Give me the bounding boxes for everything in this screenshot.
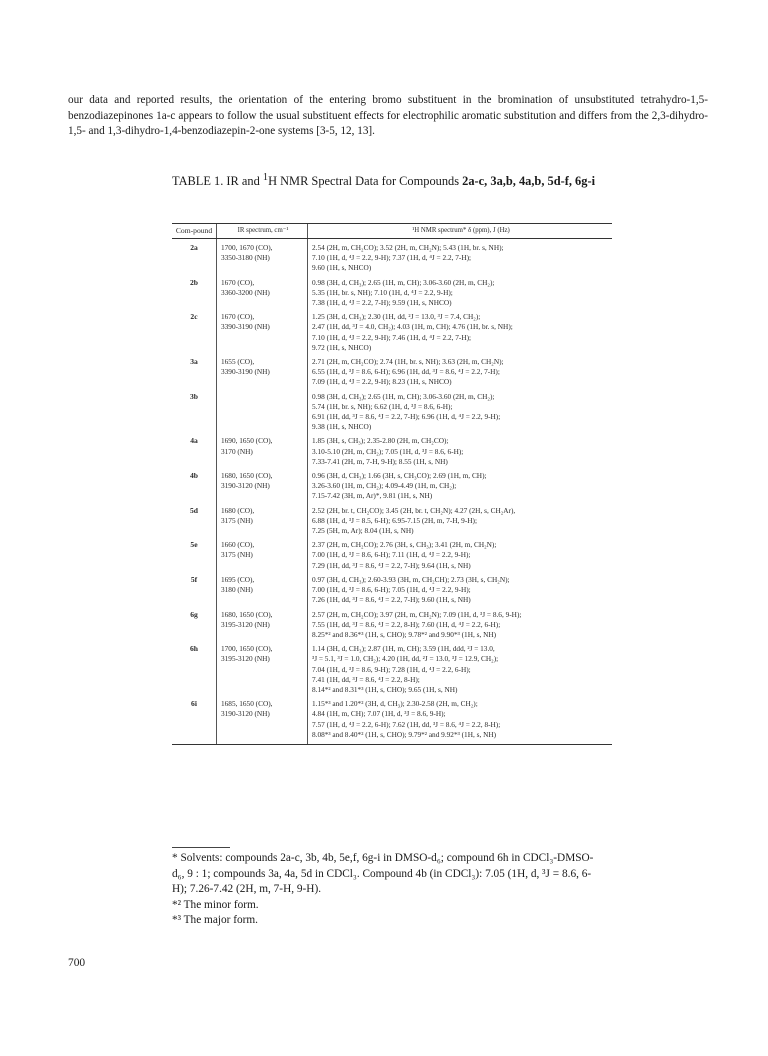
table-row (172, 610, 612, 645)
nmr-cell (308, 540, 613, 575)
ir-line: 3350-3180 (NH) (221, 253, 270, 263)
ir-cell (217, 540, 308, 575)
nmr-cell (308, 471, 613, 506)
nmr-line: 7.04 (1H, d, ³J = 8.6, 9-H); 7.28 (1H, d, ⁴J = 2.2, 6-H); (312, 664, 471, 674)
nmr-line: 0.98 (3H, d, CH₃); 2.65 (1H, m, CH); 3.06-3.60 (2H, m, CH₂); (312, 391, 495, 401)
ir-line: 3175 (NH) (221, 550, 253, 560)
caption-superscript: 1 (262, 172, 269, 183)
nmr-line: 7.29 (1H, dd, ³J = 8.6, ⁴J = 2.2, 7-H); 9.64 (1H, s, NH) (312, 560, 471, 570)
nmr-line: 2.47 (1H, dd, ³J = 4.0, CH₂); 4.03 (1H, m, CH); 4.76 (1H, br. s, NH); (312, 322, 513, 332)
compound-cell: 4b (189, 471, 199, 481)
nmr-line: 1.85 (3H, s, CH₃); 2.35-2.80 (2H, m, CH₂CO); (312, 436, 449, 446)
ir-cell (217, 278, 308, 313)
nmr-line: ³J = 5.1, ³J = 1.0, CH₂); 4.20 (1H, dd, ²J = 13.0, ³J = 12.9, CH₂); (312, 654, 499, 664)
table-row (172, 644, 612, 699)
ir-line: 3180 (NH) (221, 585, 253, 595)
nmr-line: 7.00 (1H, d, ³J = 8.6, 6-H); 7.05 (1H, d, ⁴J = 2.2, 9-H); (312, 585, 471, 595)
ir-line: 3190-3120 (NH) (221, 709, 270, 719)
nmr-line: 7.33-7.41 (2H, m, 7-H, 9-H); 8.55 (1H, s, NH) (312, 456, 448, 466)
nmr-line: 7.10 (1H, d, ⁴J = 2.2, 9-H); 7.46 (1H, d, ⁴J = 2.2, 7-H); (312, 332, 472, 342)
nmr-cell (308, 436, 613, 471)
nmr-cell (308, 506, 613, 541)
ir-line: 3195-3120 (NH) (221, 619, 270, 629)
nmr-line: 0.98 (3H, d, CH₃); 2.65 (1H, m, CH); 3.06-3.60 (2H, m, CH₂); (312, 277, 495, 287)
nmr-line: 2.71 (2H, m, CH₂CO); 2.74 (1H, br. s, NH); 3.63 (2H, m, CH₂N); (312, 357, 504, 367)
compound-cell: 2c (190, 312, 198, 322)
table-row (172, 699, 612, 744)
compound-cell: 3b (189, 391, 199, 401)
page-number: 700 (68, 957, 86, 969)
table-caption (172, 170, 612, 190)
nmr-line: 0.96 (3H, d, CH₃); 1.66 (3H, s, CH₃CO); 2.69 (1H, m, CH); (312, 471, 487, 481)
compound-cell: 5f (190, 574, 198, 584)
table-row (172, 392, 612, 437)
nmr-line: 2.37 (2H, m, CH₂CO); 2.76 (3H, s, CH₃); 3.41 (2H, m, CH₂N); (312, 540, 497, 550)
ir-line: 1695 (CO), (221, 574, 255, 584)
caption-text: H NMR Spectral Data for Compounds (268, 174, 463, 189)
ir-line: 3175 (NH) (221, 515, 253, 525)
ir-line: 3170 (NH) (221, 446, 253, 456)
nmr-line: 6.91 (1H, dd, ³J = 8.6, ⁴J = 2.2, 7-H); 6.96 (1H, d, ⁴J = 2.2, 9-H); (312, 412, 501, 422)
caption-label: TABLE 1. IR and (172, 174, 263, 189)
compound-cell: 2b (189, 277, 199, 287)
ir-line: 3390-3190 (NH) (221, 322, 270, 332)
nmr-line: 8.14*² and 8.31*³ (1H, s, CHO); 9.65 (1H, s, NH) (312, 684, 458, 694)
ir-line: 1680, 1650 (CO), (221, 609, 273, 619)
nmr-line: 4.84 (1H, m, CH); 7.07 (1H, d, ³J = 8.6, 9-H); (312, 709, 446, 719)
nmr-line: 9.72 (1H, s, NHCO) (312, 342, 372, 352)
ir-cell (217, 575, 308, 610)
nmr-line: 7.25 (5H, m, Ar); 8.04 (1H, s, NH) (312, 526, 414, 536)
header-nmr: ¹H NMR spectrum* δ (ppm), J (Hz) (308, 224, 613, 239)
ir-cell (217, 471, 308, 506)
ir-line: 3190-3120 (NH) (221, 481, 270, 491)
nmr-line: 2.54 (2H, m, CH₂CO); 3.52 (2H, m, CH₂N); 5.43 (1H, br. s, NH); (312, 243, 504, 252)
nmr-line: 7.09 (1H, d, ⁴J = 2.2, 9-H); 8.23 (1H, s, NHCO) (312, 377, 452, 387)
ir-cell (217, 392, 308, 437)
header-compound: Com-pound (172, 224, 217, 239)
nmr-line: 8.08*³ and 8.40*² (1H, s, CHO); 9.79*² and 9.92*³ (1H, s, NH) (312, 729, 497, 739)
nmr-line: 7.00 (1H, d, ³J = 8.6, 6-H); 7.11 (1H, d, ⁴J = 2.2, 9-H); (312, 550, 471, 560)
header-ir: IR spectrum, cm⁻¹ (217, 224, 308, 239)
nmr-line: 3.10-5.10 (2H, m, CH₂); 7.05 (1H, d, ³J = 8.6, 6-H); (312, 446, 464, 456)
nmr-cell (308, 644, 613, 699)
compound-cell: 4a (190, 436, 198, 446)
table-row (172, 540, 612, 575)
ir-cell (217, 506, 308, 541)
ir-line: 1700, 1650 (CO), (221, 644, 273, 654)
nmr-cell (308, 392, 613, 437)
nmr-cell (308, 278, 613, 313)
nmr-line: 2.57 (2H, m, CH₂CO); 3.97 (2H, m, CH₂N); 7.09 (1H, d, ³J = 8.6, 9-H); (312, 609, 522, 619)
compound-cell: 2a (190, 243, 198, 252)
ir-line: 1690, 1650 (CO), (221, 436, 273, 446)
nmr-cell (308, 699, 613, 744)
ir-cell (217, 610, 308, 645)
nmr-line: 7.15-7.42 (3H, m, Ar)*, 9.81 (1H, s, NH) (312, 491, 433, 501)
table-row (172, 506, 612, 541)
ir-cell (217, 239, 308, 278)
nmr-line: 0.97 (3H, d, CH₃); 2.60-3.93 (3H, m, CH₂CH); 2.73 (3H, s, CH₂N); (312, 574, 510, 584)
table-header-row (172, 224, 612, 239)
ir-line: 1680, 1650 (CO), (221, 471, 273, 481)
nmr-cell (308, 239, 613, 278)
ir-line: 1680 (CO), (221, 505, 255, 515)
caption-compounds: 2a-c, 3a,b, 4a,b, 5d-f, 6g-i (462, 174, 596, 189)
table-row (172, 575, 612, 610)
nmr-cell (308, 312, 613, 357)
table-body (172, 239, 612, 745)
nmr-line: 7.26 (1H, dd, ³J = 8.6, ⁴J = 2.2, 7-H); 9.60 (1H, s, NH) (312, 595, 471, 605)
nmr-line: 2.52 (2H, br. t, CH₂CO); 3.45 (2H, br. t, CH₂N); 4.27 (2H, s, CH₂Ar), (312, 505, 516, 515)
footnotes (172, 851, 602, 929)
ir-line: 1685, 1650 (CO), (221, 699, 273, 709)
nmr-line: 7.10 (1H, d, ⁴J = 2.2, 9-H); 7.37 (1H, d, ⁴J = 2.2, 7-H); (312, 253, 472, 263)
table-row (172, 239, 612, 278)
ir-cell (217, 699, 308, 744)
ir-cell (217, 312, 308, 357)
ir-cell (217, 436, 308, 471)
table-row (172, 357, 612, 392)
nmr-line: 5.74 (1H, br. s, NH); 6.62 (1H, d, ³J = 8.6, 6-H); (312, 401, 453, 411)
table-row (172, 471, 612, 506)
spectral-data-table (172, 223, 612, 745)
compound-cell: 3a (190, 357, 198, 367)
nmr-line: 8.25*² and 8.36*³ (1H, s, CHO); 9.78*² and 9.90*³ (1H, s, NH) (312, 629, 497, 639)
ir-line: 3390-3190 (NH) (221, 367, 270, 377)
footnote-major-form: *³ The major form. (172, 914, 259, 927)
ir-line: 3195-3120 (NH) (221, 654, 270, 664)
nmr-line: 7.55 (1H, dd, ³J = 8.6, ⁴J = 2.2, 8-H); 7.60 (1H, d, ⁴J = 2.2, 6-H); (312, 619, 501, 629)
compound-cell: 6i (172, 699, 217, 744)
nmr-line: 1.15*³ and 1.20*² (3H, d, CH₃); 2.30-2.58 (2H, m, CH₂); (312, 699, 478, 709)
intro-paragraph: our data and reported results, the orientation of the entering bromo substituent in the bromination of unsubstituted tetrahydro-1,5-benzodiazepinones 1a-c appears to follow the usual substituent effects for electrophilic aromatic substitution and differs from the 2,3-dihydro-1,5- and 1,3-dihydro-1,4-benzodiazepin-2-one systems [3-5, 12, 13]. (68, 94, 708, 138)
nmr-line: 9.38 (1H, s, NHCO) (312, 422, 372, 432)
nmr-line: 7.57 (1H, d, ⁴J = 2.2, 6-H); 7.62 (1H, dd, ³J = 8.6, ⁴J = 2.2, 8-H); (312, 719, 501, 729)
footnote-rule (172, 847, 230, 848)
nmr-line: 7.41 (1H, dd, ³J = 8.6, ⁴J = 2.2, 8-H); (312, 674, 420, 684)
nmr-line: 1.14 (3H, d, CH₃); 2.87 (1H, m, CH); 3.59 (1H, ddd, ²J = 13.0, (312, 644, 495, 654)
nmr-line: 7.38 (1H, d, ⁴J = 2.2, 7-H); 9.59 (1H, s, NHCO) (312, 298, 452, 308)
ir-line: 1655 (CO), (221, 357, 255, 367)
footnote-solvents: * Solvents: compounds 2a-c, 3b, 4b, 5e,f, 6g-i in DMSO-d₆; compound 6h in CDCl₃-DMSO-d₆, 9 : 1; compounds 3a, 4a, 5d in CDCl₃. Compound 4b (in CDCl₃): 7.05 (1H, d, ³J = 8.6, 6-H); 7.26-7.42 (2H, m, 7-H, 9-H). (172, 852, 594, 896)
nmr-line: 9.60 (1H, s, NHCO) (312, 263, 372, 273)
ir-line: 3360-3200 (NH) (221, 287, 270, 297)
compound-cell: 6g (190, 609, 198, 619)
table-row (172, 436, 612, 471)
table-row (172, 278, 612, 313)
ir-line: 1660 (CO), (221, 540, 255, 550)
ir-line: 1670 (CO), (221, 277, 255, 287)
nmr-line: 6.55 (1H, d, ³J = 8.6, 6-H); 6.96 (1H, dd, ³J = 8.6, ⁴J = 2.2, 7-H); (312, 367, 500, 377)
nmr-line: 3.26-3.60 (1H, m, CH₂); 4.09-4.49 (1H, m, CH₂); (312, 481, 457, 491)
ir-line: 1670 (CO), (221, 312, 255, 322)
ir-line: 1700, 1670 (CO), (221, 243, 273, 252)
ir-cell (217, 357, 308, 392)
nmr-cell (308, 575, 613, 610)
footnote-minor-form: *² The minor form. (172, 898, 259, 911)
compound-cell: 6h (189, 644, 199, 654)
ir-cell (217, 644, 308, 699)
table-row (172, 312, 612, 357)
nmr-line: 6.88 (1H, d, ³J = 8.5, 6-H); 6.95-7.15 (2H, m, 7-H, 9-H); (312, 515, 477, 525)
nmr-line: 5.35 (1H, br. s, NH); 7.10 (1H, d, ⁴J = 2.2, 9-H); (312, 287, 453, 297)
nmr-cell (308, 610, 613, 645)
nmr-cell (308, 357, 613, 392)
compound-cell: 5d (189, 505, 199, 515)
compound-cell: 5e (190, 540, 198, 550)
nmr-line: 1.25 (3H, d, CH₃); 2.30 (1H, dd, ²J = 13.0, ³J = 7.4, CH₂); (312, 312, 481, 322)
